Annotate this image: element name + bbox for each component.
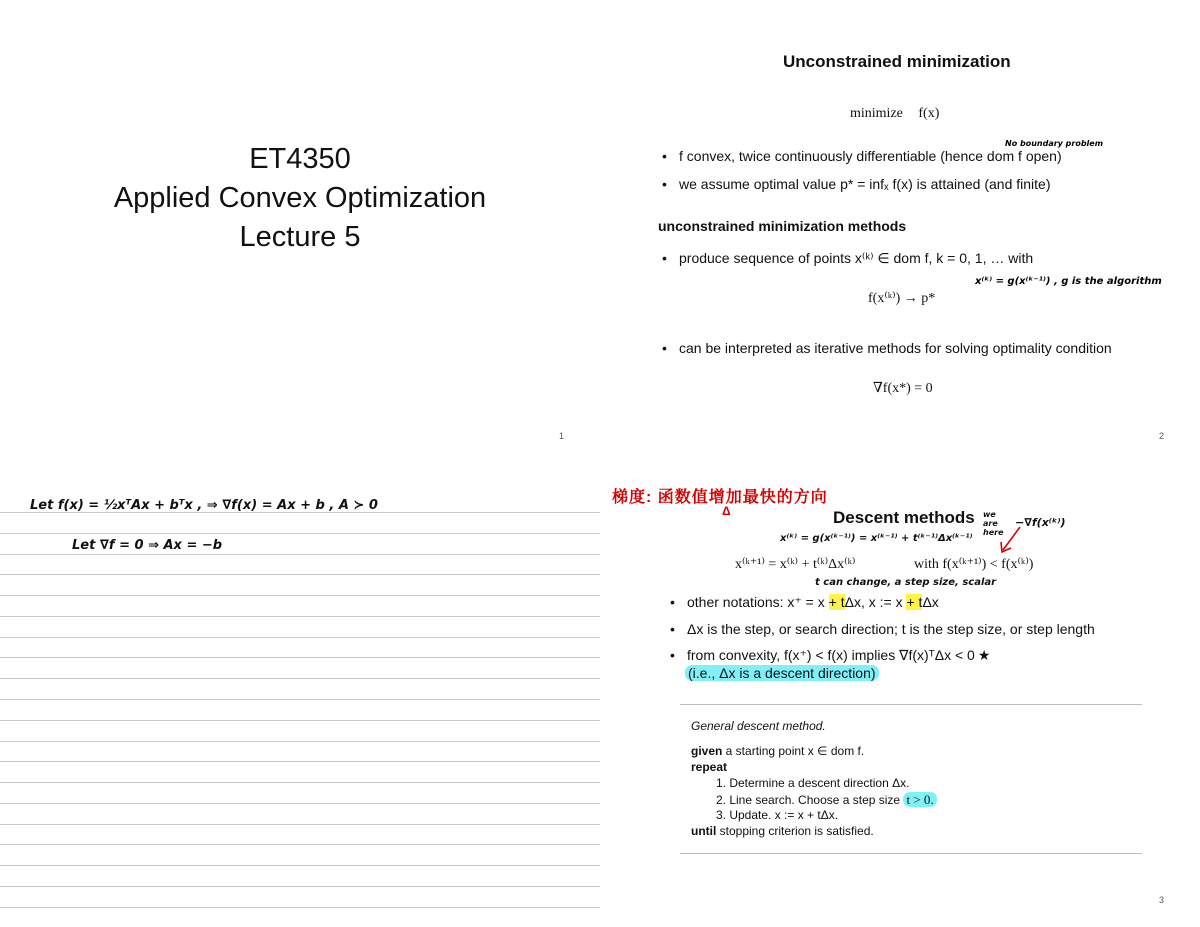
descent-direction-note: [685, 665, 879, 681]
notations-mid: Δx, x := x: [844, 594, 907, 610]
notations-highlight-1: + t: [828, 594, 845, 610]
given-keyword: given: [691, 744, 723, 758]
algorithm-step-3: 3. Update. x := x + tΔx.: [716, 808, 839, 822]
algorithm-step-2: [716, 792, 937, 808]
rule-line: [0, 803, 600, 804]
rule-line: [0, 595, 600, 596]
slide-title-descent: Descent methods: [833, 508, 975, 527]
algorithm-step-1: 1. Determine a descent direction Δx.: [716, 776, 910, 790]
red-arrow-icon: [995, 524, 1025, 556]
step-size-highlight: t > 0.: [903, 792, 936, 807]
notations-suffix: Δx: [922, 594, 939, 610]
rule-line: [0, 741, 600, 742]
page-number-1: 1: [559, 431, 565, 441]
rule-line: [0, 886, 600, 887]
rule-line: [0, 824, 600, 825]
bullet-iterative: • can be interpreted as iterative methods for solving optimality condition: [662, 340, 1112, 356]
bullet-step-definition-text: Δx is the step, or search direction; t is the step size, or step length: [687, 621, 1095, 637]
page-number-2: 2: [1159, 431, 1165, 441]
bullet-iterative-text: can be interpreted as iterative methods for solving optimality condition: [679, 340, 1112, 356]
bullet-convexity-text: from convexity, f(x⁺) < f(x) implies ∇f(x)ᵀΔx < 0: [687, 647, 975, 663]
bullet-step-definition: • Δx is the step, or search direction; t is the step size, or step length: [670, 621, 1095, 637]
bullet-notations: • other notations: x⁺ = x + tΔx, x := x + tΔx: [670, 594, 939, 610]
rule-line: [0, 782, 600, 783]
algorithm-header: General descent method.: [691, 719, 826, 733]
rule-line: [0, 637, 600, 638]
objective-formula: minimize f(x): [850, 106, 940, 121]
notations-highlight-2: + t: [906, 594, 923, 610]
repeat-keyword: repeat: [691, 760, 728, 774]
slide-title-unconstrained: Unconstrained minimization: [783, 52, 1011, 71]
annotation-algorithm: x⁽ᵏ⁾ = g(x⁽ᵏ⁻¹⁾) , g is the algorithm: [975, 276, 1162, 287]
course-name: Applied Convex Optimization: [113, 182, 487, 214]
algorithm-given: [691, 744, 864, 758]
notations-prefix: other notations: x⁺ = x: [687, 594, 829, 610]
rule-line: [0, 761, 600, 762]
rule-line: [0, 907, 600, 908]
annotation-step-size: t can change, a step size, scalar: [815, 577, 997, 588]
rule-line: [0, 720, 600, 721]
step-2-text: 2. Line search. Choose a step size: [716, 793, 904, 807]
bullet-convex-text: f convex, twice continuously differentiable (hence dom f open): [679, 148, 1062, 164]
update-rule-formula: x⁽ᵏ⁺¹⁾ = x⁽ᵏ⁾ + t⁽ᵏ⁾Δx⁽ᵏ⁾: [735, 557, 856, 572]
bullet-optimal-value-text: we assume optimal value p* = infₓ f(x) is attained (and finite): [679, 176, 1051, 192]
algorithm-bottom-rule: [680, 853, 1142, 854]
rule-line: [0, 554, 600, 555]
chinese-note-delta: Δ: [722, 504, 731, 518]
algorithm-until: [691, 824, 874, 838]
lecture-number: Lecture 5: [239, 221, 361, 253]
optimality-formula: ∇f(x*) = 0: [873, 381, 933, 396]
convergence-formula: f(x⁽ᵏ⁾) → p*: [868, 291, 936, 306]
rule-line: [0, 574, 600, 575]
page-number-3: 3: [1159, 895, 1165, 905]
until-keyword: until: [691, 824, 717, 838]
bullet-convexity: • from convexity, f(x⁺) < f(x) implies ∇f(x)ᵀΔx < 0 ★: [670, 647, 991, 663]
bullet-sequence: • produce sequence of points x⁽ᵏ⁾ ∈ dom f, k = 0, 1, … with: [662, 250, 1034, 266]
bullet-convex: • f convex, twice continuously differentiable (hence dom f open): [662, 148, 1062, 164]
handwritten-note-2: Let ∇f = 0 ⇒ Ax = −b: [72, 538, 223, 553]
rule-line: [0, 657, 600, 658]
until-text: stopping criterion is satisfied.: [716, 824, 874, 838]
handwritten-note-1: Let f(x) = ½xᵀAx + bᵀx , ⇒ ∇f(x) = Ax + b , A ≻ 0: [30, 498, 378, 513]
bullet-optimal-value: • we assume optimal value p* = infₓ f(x) is attained (and finite): [662, 176, 1051, 192]
lecture-title: [60, 140, 540, 257]
descent-direction-highlight: (i.e., Δx is a descent direction): [685, 665, 879, 681]
subheading-methods: unconstrained minimization methods: [658, 218, 907, 234]
bullet-sequence-text: produce sequence of points x⁽ᵏ⁾ ∈ dom f, k = 0, 1, … with: [679, 250, 1034, 266]
rule-line: [0, 699, 600, 700]
rule-line: [0, 844, 600, 845]
rule-line: [0, 616, 600, 617]
annotation-no-boundary: No boundary problem: [1005, 139, 1104, 148]
chinese-gradient-note: 梯度: 函数值增加最快的方向: [612, 489, 828, 506]
annotation-iteration: x⁽ᵏ⁾ = g(x⁽ᵏ⁻¹⁾) = x⁽ᵏ⁻¹⁾ + t⁽ᵏ⁻¹⁾Δx⁽ᵏ⁻¹⁾: [780, 533, 973, 544]
rule-line: [0, 533, 600, 534]
course-code: ET4350: [249, 143, 351, 175]
update-condition-formula: with f(x⁽ᵏ⁺¹⁾) < f(x⁽ᵏ⁾): [914, 557, 1034, 572]
rule-line: [0, 678, 600, 679]
rule-line: [0, 865, 600, 866]
given-text: a starting point x ∈ dom f.: [722, 744, 865, 758]
annotation-neg-gradient: −∇f(x⁽ᵏ⁾): [1015, 516, 1066, 529]
annotation-we-are-here: we are here: [983, 510, 1004, 537]
star-icon: ★: [977, 647, 991, 663]
algorithm-top-rule: [680, 704, 1142, 705]
